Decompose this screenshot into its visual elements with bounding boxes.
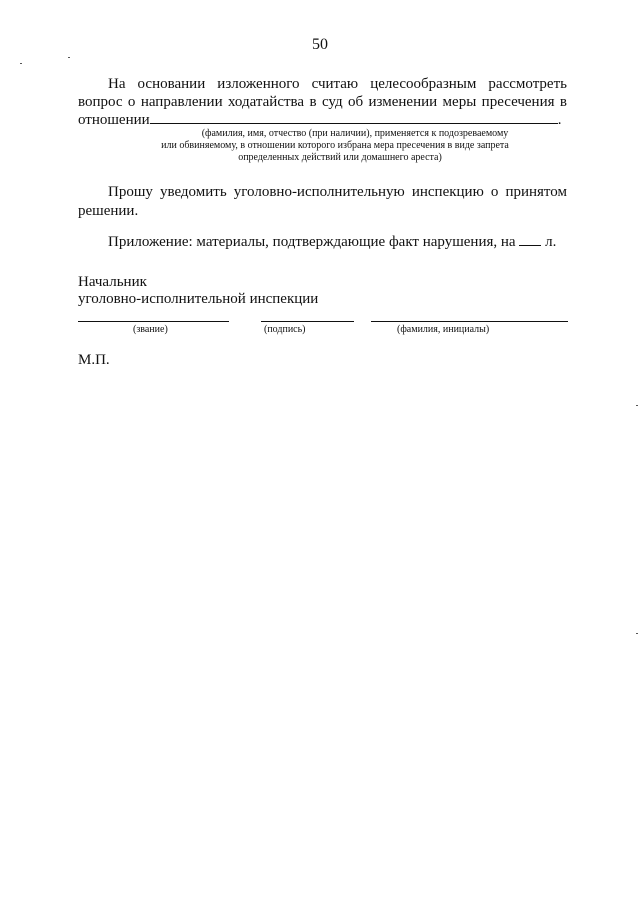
signature-line[interactable] bbox=[261, 321, 354, 322]
seal-mark: М.П. bbox=[78, 352, 110, 368]
field-note: или обвиняемому, в отношении которого избрана мера пресечения в виде запрета bbox=[161, 140, 509, 151]
scan-speck bbox=[636, 405, 638, 406]
person-name-blank[interactable] bbox=[150, 111, 558, 124]
rank-caption: (звание) bbox=[133, 324, 168, 335]
attachment-suffix: л. bbox=[545, 234, 557, 250]
field-note: определенных действий или домашнего ареста) bbox=[238, 152, 442, 163]
scan-speck bbox=[20, 63, 22, 64]
name-caption: (фамилия, инициалы) bbox=[397, 324, 490, 335]
signer-title: Начальник bbox=[78, 274, 147, 290]
paragraph-text: отношении bbox=[78, 112, 150, 128]
scan-speck bbox=[68, 57, 70, 58]
paragraph-line: вопрос о направлении ходатайства в суд об изменении меры пресечения в bbox=[78, 94, 567, 110]
pages-count-blank[interactable] bbox=[519, 233, 541, 246]
rank-line[interactable] bbox=[78, 321, 229, 322]
attachment-line bbox=[108, 233, 556, 252]
signature-caption: (подпись) bbox=[264, 324, 306, 335]
name-line[interactable] bbox=[371, 321, 568, 322]
scan-speck bbox=[636, 633, 638, 634]
paragraph-line: На основании изложенного считаю целесообразным рассмотреть bbox=[108, 76, 567, 92]
request-line: Прошу уведомить уголовно-исполнительную инспекцию о принятом bbox=[108, 184, 567, 200]
paragraph-end: . bbox=[557, 112, 562, 128]
field-note: (фамилия, имя, отчество (при наличии), применяется к подозреваемому bbox=[201, 128, 509, 139]
signer-department: уголовно-исполнительной инспекции bbox=[78, 291, 319, 307]
request-line: решении. bbox=[78, 203, 139, 219]
attachment-text: Приложение: материалы, подтверждающие факт нарушения, на bbox=[108, 234, 516, 250]
page-number: 50 bbox=[312, 36, 328, 53]
